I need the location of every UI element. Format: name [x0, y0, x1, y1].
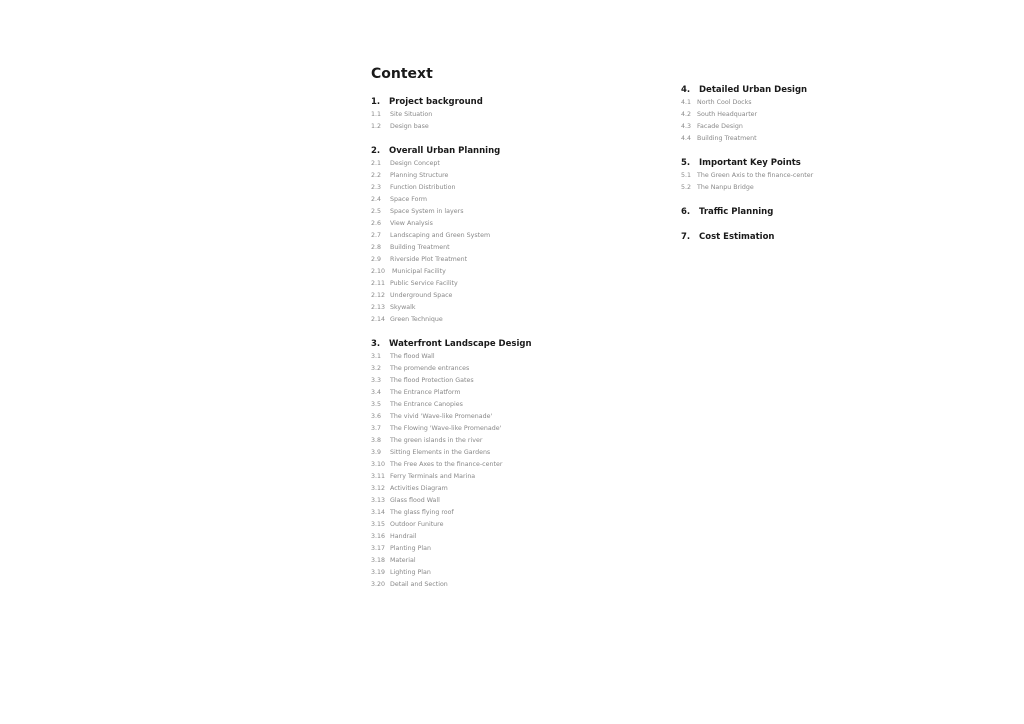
toc-item[interactable] [681, 133, 981, 145]
section-number: 3. [371, 339, 381, 349]
item-number: 3.19 [371, 569, 386, 576]
toc-item[interactable] [681, 170, 981, 182]
section-spacer [681, 219, 981, 231]
item-number: 2.2 [371, 172, 382, 179]
item-label: The glass flying roof [390, 509, 454, 516]
item-label: View Analysis [390, 220, 433, 227]
toc-item[interactable] [681, 182, 981, 194]
item-number: 3.17 [371, 545, 386, 552]
item-label: Ferry Terminals and Marina [390, 473, 476, 480]
toc-item[interactable] [371, 495, 671, 507]
section-spacer [681, 194, 981, 206]
item-number: 3.9 [371, 449, 382, 456]
item-number: 2.1 [371, 160, 382, 167]
section-title: Detailed Urban Design [699, 85, 808, 95]
toc-left-column [371, 96, 671, 591]
item-number: 3.12 [371, 485, 386, 492]
toc-item[interactable] [371, 242, 671, 254]
item-label: Building Treatment [697, 135, 757, 142]
toc-item[interactable] [371, 182, 671, 194]
item-number: 3.5 [371, 401, 382, 408]
item-label: Material [390, 557, 416, 564]
section-number: 1. [371, 97, 381, 107]
section-title: Traffic Planning [699, 207, 774, 217]
toc-item[interactable] [371, 230, 671, 242]
toc-item[interactable] [371, 206, 671, 218]
item-label: Underground Space [390, 292, 453, 299]
toc-item[interactable] [371, 158, 671, 170]
toc-item[interactable] [681, 97, 981, 109]
section-number: 5. [681, 158, 691, 168]
section-title: Overall Urban Planning [389, 146, 501, 156]
item-label: South Headquarter [697, 111, 758, 118]
section-heading[interactable] [681, 84, 981, 96]
toc-item[interactable] [371, 567, 671, 579]
toc-item[interactable] [371, 254, 671, 266]
toc-item[interactable] [371, 459, 671, 471]
toc-item[interactable] [371, 314, 671, 326]
item-label: Building Treatment [390, 244, 450, 251]
item-label: The flood Protection Gates [390, 377, 474, 384]
section-heading[interactable] [371, 338, 671, 350]
item-label: Planting Plan [390, 545, 432, 552]
toc-item[interactable] [371, 399, 671, 411]
item-number: 2.5 [371, 208, 382, 215]
item-label: Riverside Plot Treatment [390, 256, 468, 263]
item-label: Site Situation [390, 111, 433, 118]
item-number: 3.6 [371, 413, 382, 420]
toc-item[interactable] [371, 507, 671, 519]
toc-item[interactable] [371, 411, 671, 423]
section-number: 6. [681, 207, 691, 217]
toc-item[interactable] [371, 531, 671, 543]
item-number: 3.2 [371, 365, 382, 372]
item-label: North Cool Docks [697, 99, 752, 106]
toc-item[interactable] [371, 387, 671, 399]
item-label: The vivid 'Wave-like Promenade' [390, 413, 493, 420]
item-label: Sitting Elements in the Gardens [390, 449, 491, 456]
item-number: 1.1 [371, 111, 382, 118]
item-label: Function Distribution [390, 184, 456, 191]
toc-item[interactable] [371, 302, 671, 314]
item-label: Space Form [390, 196, 428, 203]
section-number: 7. [681, 232, 691, 242]
toc-item[interactable] [371, 543, 671, 555]
item-number: 2.14 [371, 316, 386, 323]
toc-section [371, 145, 671, 326]
section-heading[interactable] [681, 157, 981, 169]
item-number: 3.4 [371, 389, 382, 396]
toc-item[interactable] [371, 447, 671, 459]
item-number: 3.7 [371, 425, 382, 432]
section-title: Project background [389, 97, 483, 107]
toc-item[interactable] [371, 435, 671, 447]
section-spacer [371, 133, 671, 145]
toc-section [681, 84, 981, 145]
toc-item[interactable] [371, 278, 671, 290]
toc-section [681, 157, 981, 194]
item-number: 2.12 [371, 292, 386, 299]
item-label: Design Concept [390, 160, 440, 167]
item-label: The Nanpu Bridge [697, 184, 754, 191]
item-label: Design base [390, 123, 429, 130]
item-number: 2.6 [371, 220, 382, 227]
toc-item[interactable] [371, 471, 671, 483]
toc-item[interactable] [371, 483, 671, 495]
item-label: The Flowing 'Wave-like Promenade' [390, 425, 502, 432]
item-label: Glass flood Wall [390, 497, 440, 504]
item-number: 2.3 [371, 184, 382, 191]
item-label: Public Service Facility [390, 280, 458, 287]
item-number: 3.11 [371, 473, 386, 480]
toc-item[interactable] [371, 351, 671, 363]
item-label: Green Technique [390, 316, 443, 323]
toc-section [681, 231, 981, 243]
item-number: 2.13 [371, 304, 386, 311]
item-label: Detail and Section [390, 581, 448, 588]
toc-item[interactable] [371, 290, 671, 302]
item-label: Activities Diagram [390, 485, 448, 492]
item-number: 3.14 [371, 509, 386, 516]
item-label: Skywalk [390, 304, 416, 311]
toc-item[interactable] [371, 121, 671, 133]
item-number: 3.1 [371, 353, 382, 360]
toc-item[interactable] [371, 170, 671, 182]
toc-section [681, 206, 981, 218]
section-title: Important Key Points [699, 158, 801, 168]
item-number: 1.2 [371, 123, 382, 130]
item-number: 3.10 [371, 461, 386, 468]
item-label: The Free Axes to the finance-center [390, 461, 503, 468]
section-spacer [681, 145, 981, 157]
toc-item[interactable] [371, 375, 671, 387]
toc-item[interactable] [371, 109, 671, 121]
toc-item[interactable] [681, 121, 981, 133]
item-label: Space System in layers [390, 208, 464, 215]
item-number: 3.20 [371, 581, 386, 588]
item-number: 2.11 [371, 280, 386, 287]
item-label: The Entrance Canopies [390, 401, 463, 408]
item-label: Municipal Facility [390, 268, 446, 275]
item-number: 3.8 [371, 437, 382, 444]
section-title: Cost Estimation [699, 232, 775, 242]
section-spacer [371, 326, 671, 338]
item-number: 2.8 [371, 244, 382, 251]
toc-item[interactable] [371, 519, 671, 531]
item-label: Outdoor Funiture [390, 521, 444, 528]
item-number: 4.1 [681, 99, 692, 106]
item-number: 2.7 [371, 232, 382, 239]
item-number: 4.2 [681, 111, 692, 118]
item-number: 4.3 [681, 123, 692, 130]
item-number: 4.4 [681, 135, 692, 142]
item-number: 5.1 [681, 172, 692, 179]
item-label: Handrail [390, 533, 417, 540]
item-number: 3.15 [371, 521, 386, 528]
toc-item[interactable] [371, 194, 671, 206]
item-label: The Entrance Platform [390, 389, 461, 396]
page-title: Context [371, 66, 433, 82]
toc-item[interactable] [681, 109, 981, 121]
section-heading[interactable] [681, 206, 981, 218]
toc-item[interactable] [371, 218, 671, 230]
item-label: The green islands in the river [390, 437, 483, 444]
section-heading[interactable] [371, 96, 671, 108]
toc-item[interactable] [371, 423, 671, 435]
section-title: Waterfront Landscape Design [389, 339, 532, 349]
item-label: Planning Structure [390, 172, 449, 179]
item-number: 3.18 [371, 557, 386, 564]
item-label: Facade Design [697, 123, 743, 130]
item-label: Lighting Plan [390, 569, 431, 576]
item-number: 2.9 [371, 256, 382, 263]
item-label: The promende entrances [390, 365, 470, 372]
item-number: 3.3 [371, 377, 382, 384]
item-label: The flood Wall [390, 353, 435, 360]
toc-right-column [681, 84, 981, 244]
toc-item[interactable] [371, 363, 671, 375]
item-number: 2.4 [371, 196, 382, 203]
section-number: 4. [681, 85, 691, 95]
section-heading[interactable] [371, 145, 671, 157]
toc-section [371, 96, 671, 133]
toc-item[interactable] [371, 555, 671, 567]
item-number: 2.10 [371, 268, 386, 275]
section-heading[interactable] [681, 231, 981, 243]
toc-section [371, 338, 671, 591]
item-number: 3.13 [371, 497, 386, 504]
section-number: 2. [371, 146, 381, 156]
item-number: 5.2 [681, 184, 692, 191]
toc-item[interactable] [371, 266, 671, 278]
item-label: Landscaping and Green System [390, 232, 491, 239]
toc-item[interactable] [371, 579, 671, 591]
item-number: 3.16 [371, 533, 386, 540]
item-label: The Green Axis to the finance-center [697, 172, 814, 179]
